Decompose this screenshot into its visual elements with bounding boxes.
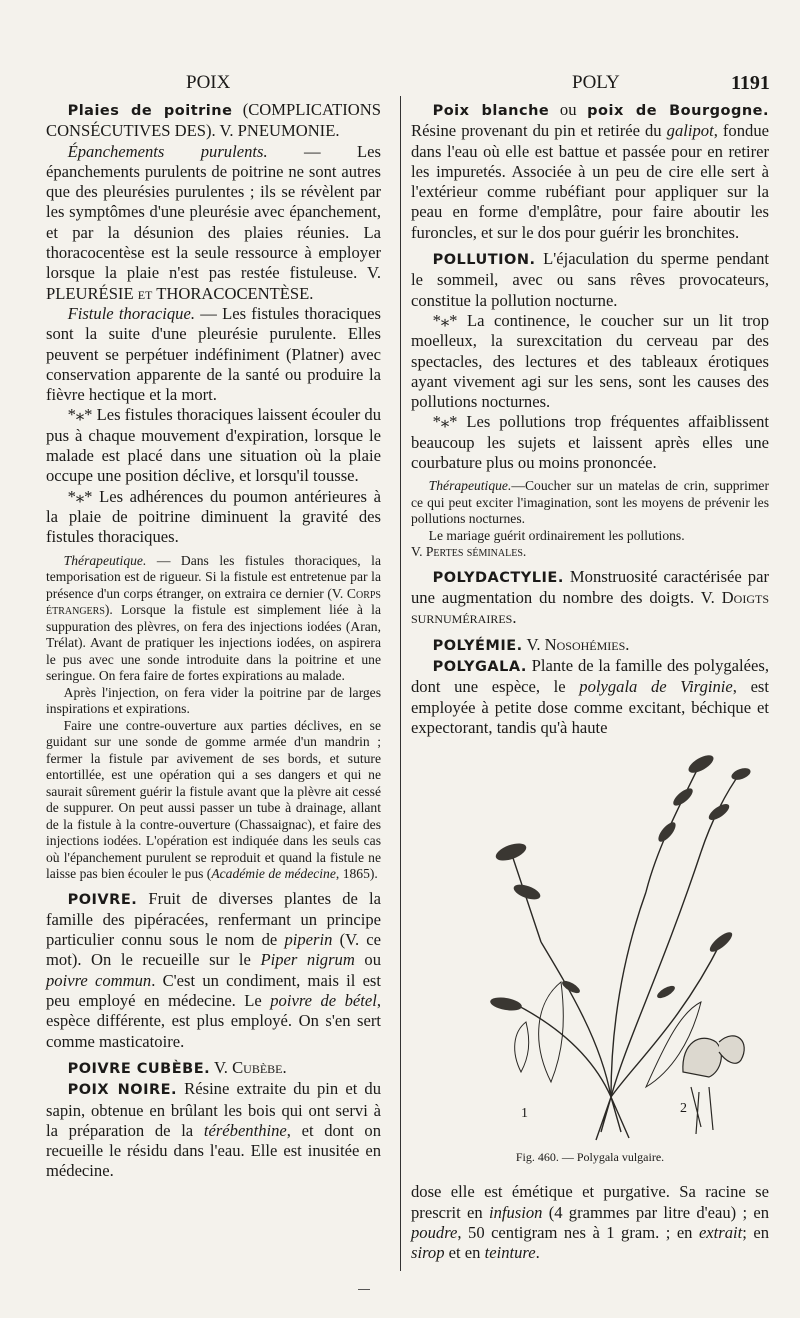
entry-term: POIX NOIRE.	[67, 1082, 178, 1099]
paragraph-apres-injection: Après l'injection, on fera vider la poitrine par de larges inspirations et expirations.	[46, 684, 381, 717]
therapeutique-paragraph: Thérapeutique.—Coucher sur un matelas de crin, supprimer ce qui peut exciter l'imagination, sont les moyens de prévenir les pollutions nocturnes.	[411, 478, 769, 527]
polygala-continuation: dose elle est émétique et purgative. Sa racine se prescrit en infusion (4 grammes par litre d'eau) ; en poudre, 50 centigram nes à 1 gram. ; en extrait; en sirop et en teinture.	[411, 1182, 769, 1263]
page-number: 1191	[731, 72, 770, 94]
footer-dash	[358, 1289, 370, 1290]
page-header	[0, 72, 800, 98]
paragraph-epanchements: Épanchements purulents. — Les épanchements purulents de poitrine ne sont autres que des pleurésies purulentes ; ils se révèlent par les symptômes d'une pleurésie avec épanchement, et par la désunion des plaies réunies. La thoracocentèse est la seule ressource à employer lorsque la plaie n'est pas restée fistuleuse. V. PLEURÉSIE et THORACOCENTÈSE.	[46, 141, 381, 303]
entry-term: Poix blanche	[432, 103, 550, 119]
figure-caption: Fig. 460. — Polygala vulgaire.	[515, 1150, 665, 1165]
paragraph-continence: *⁎* La continence, le coucher sur un lit trop moelleux, la surexcitation du cerveau par des spectacles, des lectures et des tableaux érotiques ayant vivement agi sur les sens, sont les causes des pollutions nocturnes.	[411, 310, 769, 412]
left-column	[46, 100, 381, 1182]
paragraph-adherences: *⁎* Les adhérences du poumon antérieures à la plaie de poitrine diminuent la gravité des fistules thoraciques.	[46, 486, 381, 547]
entry-term: POIVRE CUBÈBE.	[67, 1060, 211, 1077]
entry-pollution: POLLUTION. L'éjaculation du sperme pendant le sommeil, avec ou sans rêves provocateurs, constitue la pollution nocturne.	[411, 249, 769, 310]
column-divider	[400, 96, 401, 1271]
figure-label-2: 2	[680, 1101, 687, 1117]
entry-poix-noire: POIX NOIRE. Résine extraite du pin et du sapin, obtenue en brûlant les bois qui ont servi à la préparation de la térébenthine, et dont on recueille le résidu dans l'eau. Elle est inusitée en médecine.	[46, 1079, 382, 1181]
running-head-right: POLY	[572, 72, 620, 93]
polygala-illustration	[451, 742, 771, 1142]
running-head-left: POIX	[186, 72, 231, 93]
entry-term: POLYDACTYLIE.	[432, 569, 564, 586]
paragraph-mariage: Le mariage guérit ordinairement les pollutions. V. Pertes séminales.	[411, 527, 685, 560]
paragraph-fistules-ecouler: *⁎* Les fistules thoraciques laissent écouler du pus à chaque mouvement d'expiration, lorsque le malade est placé dans une situation où la plaie occupe une position déclive, et lorsqu'il tousse.	[46, 405, 381, 486]
paragraph-contre-ouverture: Faire une contre-ouverture aux parties déclives, en se guidant sur une sonde de gomme armée d'un mandrin ; fermer la fistule par avivement de ses bords, et suture entortillée, est une opération qui a ses dangers et qui ne saurait sûrement guérir la fistule avant que la plèvre ait cessé de suppurer. On peut aussi passer un tube à drainage, allant de la fistule à la contre-ouverture (Chassaignac), et faire des injections iodées. L'opération est indiquée dans les seuls cas où l'épanchement purulent se reproduit et quand la fistule ne laisse pas bien écouler le pus (Académie de médecine, 1865).	[46, 717, 381, 882]
entry-term: POIVRE.	[67, 891, 138, 908]
entry-polygala: POLYGALA. Plante de la famille des polygalées, dont une espèce, le polygala de Virginie, est employée à petite dose comme excitant, béchique et expectorant, tandis qu'à haute	[411, 656, 769, 737]
therapeutique-paragraph: Thérapeutique. — Dans les fistules thoraciques, la temporisation est de rigueur. Si la fistule est entretenue par la présence d'un corps étranger, on extraira ce dernier (V. Corps étrangers). Lorsque la fistule est simplement liée à la suppuration des plèvres, on fera des injections iodées (Aran, Trélat). Avant de pratiquer les injections iodées, on aspirera le pus avec une sonde introduite dans la poitrine et une seringue. On fera faire de fortes expirations au malade.	[46, 552, 381, 684]
entry-term: POLYÉMIE.	[432, 637, 523, 654]
entry-term: POLLUTION.	[432, 252, 536, 269]
entry-term: Plaies de poitrine	[67, 103, 233, 119]
paragraph-pollutions-frequentes: *⁎* Les pollutions trop fréquentes affaiblissent beaucoup les sujets et laissent après elles une courbature plus ou moins prononcée.	[411, 412, 769, 473]
entry-poix-blanche: Poix blanche ou poix de Bourgogne. Résine provenant du pin et retirée du galipot, fondue dans l'eau où elle est battue et passée pour en retirer les impuretés. Associée à un peu de cire elle sert à l'extérieur comme rubéfiant pour appliquer sur la peau en forme d'emplâtre, pour faire aboutir les furoncles, et sur le dos pour guérir les bronchites.	[411, 100, 769, 242]
entry-polyemie: POLYÉMIE. V. Nosohémies.	[432, 634, 630, 654]
entry-poivre-cubebe: POIVRE CUBÈBE. V. Cubèbe.	[67, 1057, 287, 1077]
polygala-figure	[411, 742, 769, 1182]
figure-label-1: 1	[521, 1106, 528, 1122]
entry-poivre: POIVRE. Fruit de diverses plantes de la famille des pipéracées, renfermant un principe particulier connu sous le nom de piperin (V. ce mot). On le recueille sur le Piper nigrum ou poivre commun. C'est un condiment, mais il est peu employé en médecine. Le poivre de bétel, espèce différente, est plus employé. On s'en sert comme masticatoire.	[46, 888, 382, 1051]
entry-polydactylie: POLYDACTYLIE. Monstruosité caractérisée par une augmentation du nombre des doigts. V. Doigts surnuméraires.	[411, 566, 769, 628]
paragraph-fistule: Fistule thoracique. — Les fistules thoraciques sont la suite d'une pleurésie purulente. Elles peuvent se perpétuer indéfiniment (Platner) avec conservation apparente de la santé ou produire la fièvre hectique et la mort.	[46, 303, 381, 405]
entry-plaies-de-poitrine: Plaies de poitrine (COMPLICATIONS CONSÉCUTIVES DES). V. PNEUMONIE.	[46, 100, 381, 141]
entry-term: POLYGALA.	[432, 659, 527, 676]
right-column	[411, 100, 769, 1263]
